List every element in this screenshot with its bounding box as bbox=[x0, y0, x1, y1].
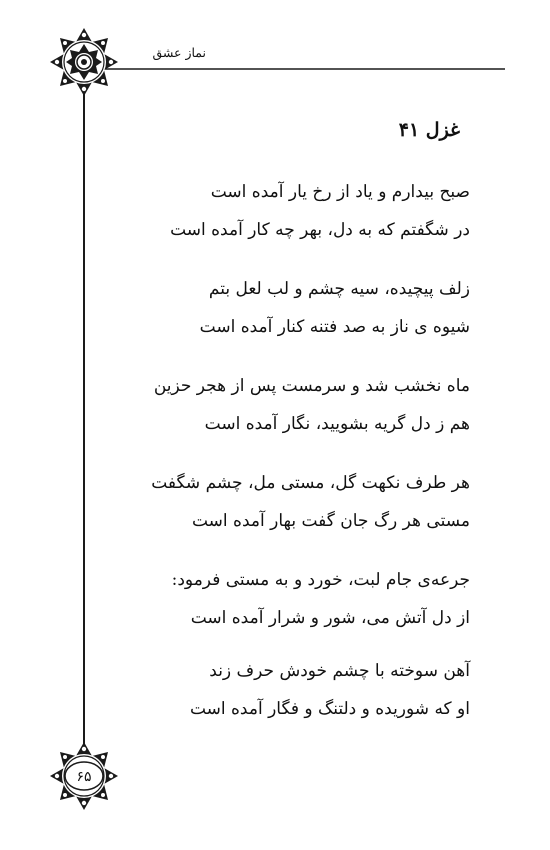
top-rosette-ornament bbox=[50, 28, 118, 96]
couplet-3-line-1: ماه نخشب شد و سرمست پس از هجر حزین bbox=[153, 376, 470, 396]
couplet-3-line-2: هم ز دل گریه بشویید، نگار آمده است bbox=[204, 414, 470, 434]
couplet-4-line-1: هر طرف نکهت گل، مستی مل، چشم شگفت bbox=[151, 473, 470, 493]
running-head-title: نماز عشق bbox=[152, 45, 206, 60]
couplet-6-line-2: او که شوریده و دلتنگ و فگار آمده است bbox=[189, 699, 470, 719]
page-number: ۶۵ bbox=[76, 769, 92, 785]
couplet-2-line-2: شیوه ی ناز به صد فتنه کنار آمده است bbox=[199, 317, 470, 337]
couplet-4-line-2: مستی هر رگ جان گفت بهار آمده است bbox=[191, 511, 470, 531]
poem-title: غزل ۴۱ bbox=[398, 119, 460, 141]
couplet-6-line-1: آهن سوخته با چشم خودش حرف زند bbox=[209, 661, 470, 681]
couplet-1-line-1: صبح بیدارم و یاد از رخ یار آمده است bbox=[210, 182, 470, 202]
couplet-5-line-1: جرعه‌ی جام لبت، خورد و به مستی فرمود: bbox=[171, 570, 470, 590]
couplet-5-line-2: از دل آتش می، شور و شرار آمده است bbox=[190, 608, 470, 628]
couplet-1-line-2: در شگفتم که به دل، بهر چه کار آمده است bbox=[170, 220, 470, 240]
couplet-2-line-1: زلف پیچیده، سیه چشم و لب لعل بتم bbox=[208, 279, 470, 299]
